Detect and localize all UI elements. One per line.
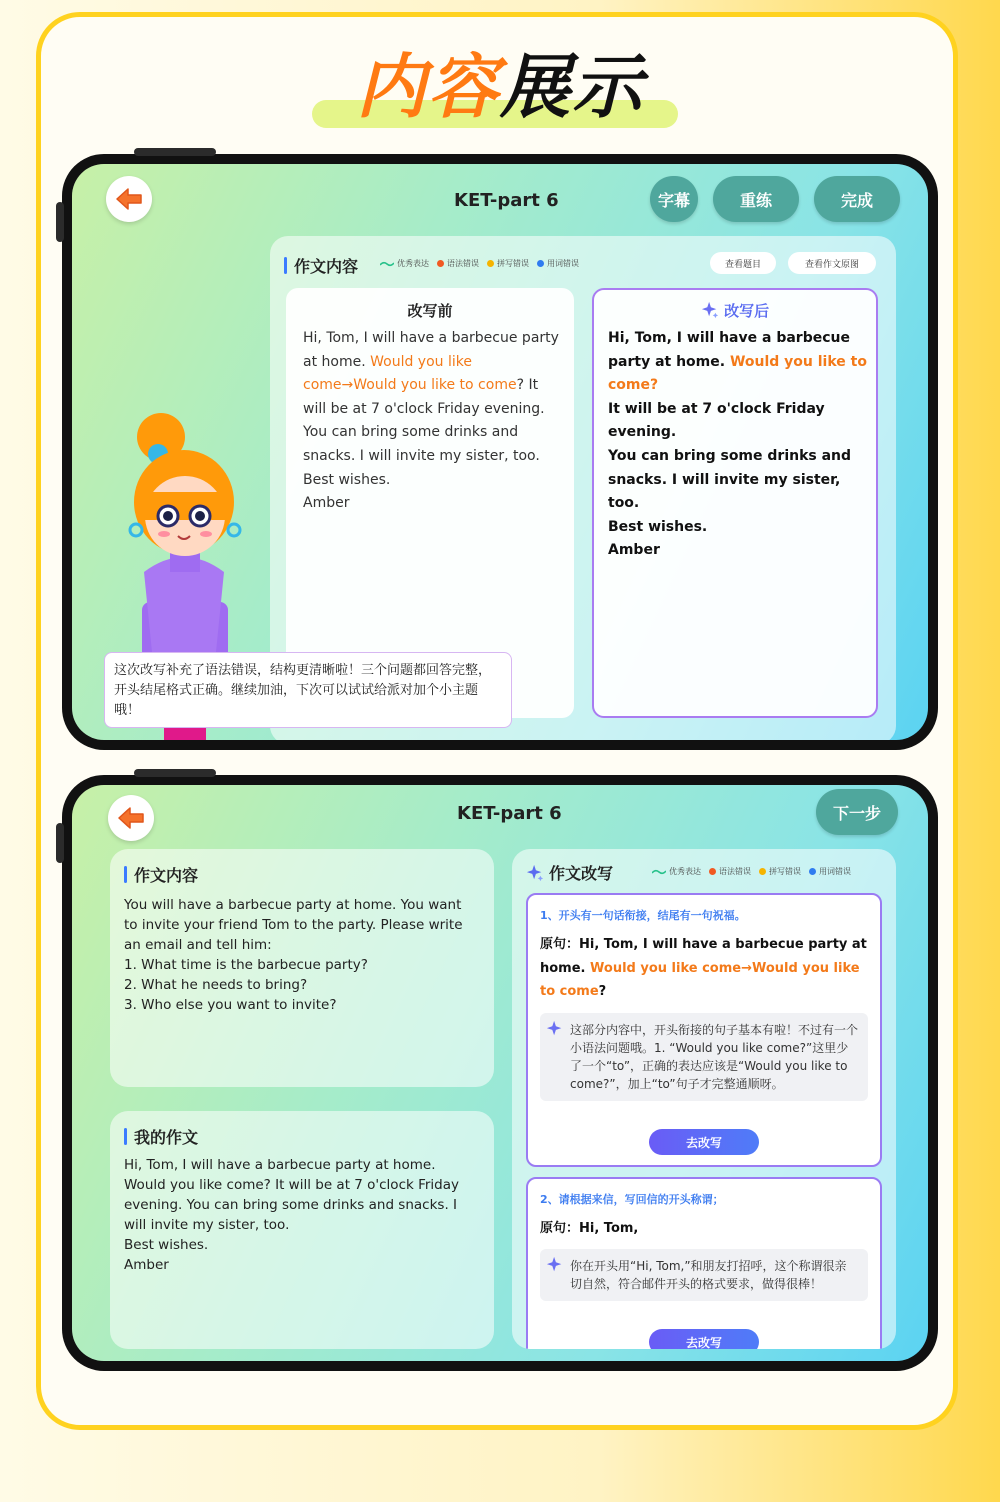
back-arrow-icon — [114, 184, 144, 214]
legend — [380, 258, 579, 269]
retry-button[interactable]: 重练 — [713, 176, 799, 222]
device-button — [134, 148, 216, 156]
legend-good: 优秀表达 — [380, 258, 429, 269]
legend-grammar: 语法错误 — [437, 258, 479, 269]
prompt-panel-title: 作文内容 — [124, 863, 198, 886]
back-button[interactable] — [108, 795, 154, 841]
tablet-device-2 — [62, 775, 938, 1371]
view-original-button[interactable]: 查看作文原图 — [788, 252, 876, 274]
done-button[interactable]: 完成 — [814, 176, 900, 222]
prompt-text: You will have a barbecue party at home. You want to invite your friend Tom to the party. Please write an email and tell him: 1. What time is the barbecue party? 2. What he needs to bring? 3. Who else you want to invite? — [124, 897, 463, 1013]
rewrite-panel-title: 作文改写 — [526, 861, 613, 884]
sparkle-icon — [701, 301, 719, 319]
screen-1 — [72, 164, 928, 740]
rewrite-panel — [512, 849, 896, 1349]
headline-part1: 内容 — [356, 46, 500, 128]
after-card — [592, 288, 878, 718]
device-side-button — [56, 202, 64, 242]
feedback-box: 你在开头用“Hi, Tom,”和朋友打招呼，这个称谓很亲切自然，符合邮件开头的格式要求，做得很棒！ — [540, 1249, 868, 1301]
prompt-panel — [110, 849, 494, 1087]
screen-2 — [72, 785, 928, 1361]
legend-spelling: 拼写错误 — [759, 866, 801, 877]
legend-word: 用词错误 — [809, 866, 851, 877]
task-card-1 — [526, 893, 882, 1167]
back-button[interactable] — [106, 176, 152, 222]
feedback-box: 这部分内容中，开头衔接的句子基本有啦！不过有一个小语法问题哦。1. “Would you like come?”这里少了一个“to”，正确的表达应该是“Would you like to come?”，加上“to”句子才完整通顺呀。 — [540, 1013, 868, 1101]
after-title: 改写后 — [594, 300, 876, 321]
rewrite-button[interactable]: 去改写 — [649, 1329, 759, 1349]
task-card-2 — [526, 1177, 882, 1349]
wave-icon — [652, 869, 666, 875]
subtitle-button[interactable]: 字幕 — [650, 176, 698, 222]
legend — [652, 866, 851, 877]
next-step-button[interactable]: 下一步 — [816, 789, 898, 835]
tablet-device-1 — [62, 154, 938, 750]
before-title: 改写前 — [407, 302, 453, 320]
task-question: 2、请根据来信，写回信的开头称谓； — [540, 1193, 724, 1206]
my-essay-panel — [110, 1111, 494, 1349]
sparkle-icon — [526, 864, 544, 882]
legend-grammar: 语法错误 — [709, 866, 751, 877]
back-arrow-icon — [116, 803, 146, 833]
legend-good: 优秀表达 — [652, 866, 701, 877]
rewrite-button[interactable]: 去改写 — [649, 1129, 759, 1155]
my-essay-text: Hi, Tom, I will have a barbecue party at home. Would you like come? It will be at 7 o'clock Friday evening. You can bring some drinks and snacks. I will invite my sister, too. Best wishes. Amber — [124, 1157, 460, 1273]
screen-title: KET-part 6 — [454, 190, 559, 211]
after-text: Hi, Tom, I will have a barbecue party at home. Would you like to come? It will be at 7 o'clock Friday evening. You can bring some drinks and snacks. I will invite my sister, too. Best wishes. Amber — [608, 330, 867, 559]
original-sentence: 原句：Hi, Tom, I will have a barbecue party at home. Would you like come→Would you like to come? — [540, 937, 867, 999]
device-side-button — [56, 823, 64, 863]
my-essay-title: 我的作文 — [124, 1125, 198, 1148]
legend-spelling: 拼写错误 — [487, 258, 529, 269]
headline-part2: 展示 — [500, 46, 644, 128]
view-question-button[interactable]: 查看题目 — [710, 252, 776, 274]
before-text: Hi, Tom, I will have a barbecue party at home. Would you like come→Would you like to come? It will be at 7 o'clock Friday evening. You can bring some drinks and snacks. I will invite my sister, too. Best wishes. Amber — [303, 330, 559, 512]
wave-icon — [380, 261, 394, 267]
device-button — [134, 769, 216, 777]
legend-word: 用词错误 — [537, 258, 579, 269]
headline — [0, 42, 1000, 132]
screen-title: KET-part 6 — [457, 803, 562, 824]
task-question: 1、开头有一句话衔接，结尾有一句祝福。 — [540, 909, 746, 922]
sparkle-icon — [546, 1020, 564, 1038]
original-sentence: 原句：Hi, Tom, — [540, 1221, 639, 1236]
sparkle-icon — [546, 1256, 564, 1274]
feedback-bubble: 这次改写补充了语法错误，结构更清晰啦！三个问题都回答完整，开头结尾格式正确。继续加油，下次可以试试给派对加个小主题哦！ — [104, 652, 512, 728]
panel-title: 作文内容 — [284, 254, 358, 277]
